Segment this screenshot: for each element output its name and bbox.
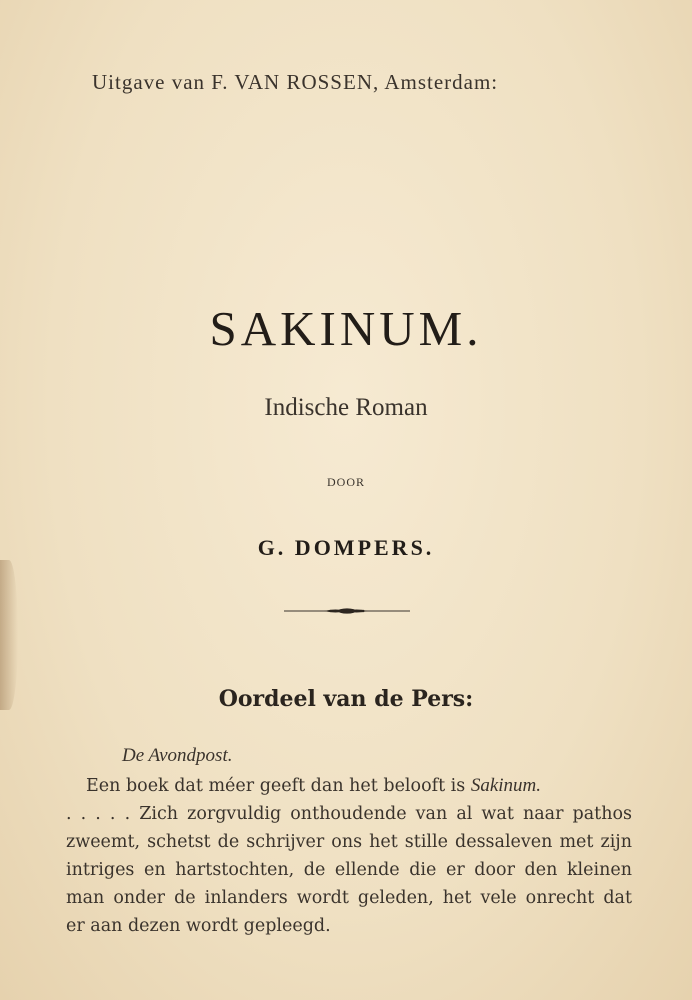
author-name: G. DOMPERS. bbox=[257, 535, 435, 560]
review-source: De Avondpost. bbox=[122, 745, 233, 766]
review-line-3: zweemt, schetst de schrijver ons het stille dessaleven met zijn bbox=[66, 832, 632, 852]
publisher-line: Uitgave van F. VAN ROSSEN, Amsterdam: bbox=[92, 70, 499, 94]
book-subtitle: Indische Roman bbox=[264, 394, 428, 421]
review-line-1-title: Sakinum. bbox=[470, 775, 541, 796]
review-line-1-text: Een boek dat méer geeft dan het belooft is bbox=[86, 776, 471, 796]
review-quote bbox=[66, 772, 632, 940]
by-label: DOOR bbox=[326, 475, 365, 489]
review-line-5: man onder de inlanders wordt geleden, het vele onrecht dat bbox=[66, 888, 632, 908]
reviews-heading: Oordeel van de Pers: bbox=[218, 686, 474, 712]
book-title: SAKINUM. bbox=[209, 301, 483, 356]
review-line-1 bbox=[66, 772, 632, 800]
review-line-2: . . . . . Zich zorgvuldig onthoudende van al wat naar pathos bbox=[66, 804, 632, 824]
review-line-4: intriges en hartstochten, de ellende die er door den kleinen bbox=[66, 860, 632, 880]
review-line-6: er aan dezen wordt gepleegd. bbox=[66, 916, 331, 936]
ornament-rule-icon bbox=[284, 602, 410, 620]
